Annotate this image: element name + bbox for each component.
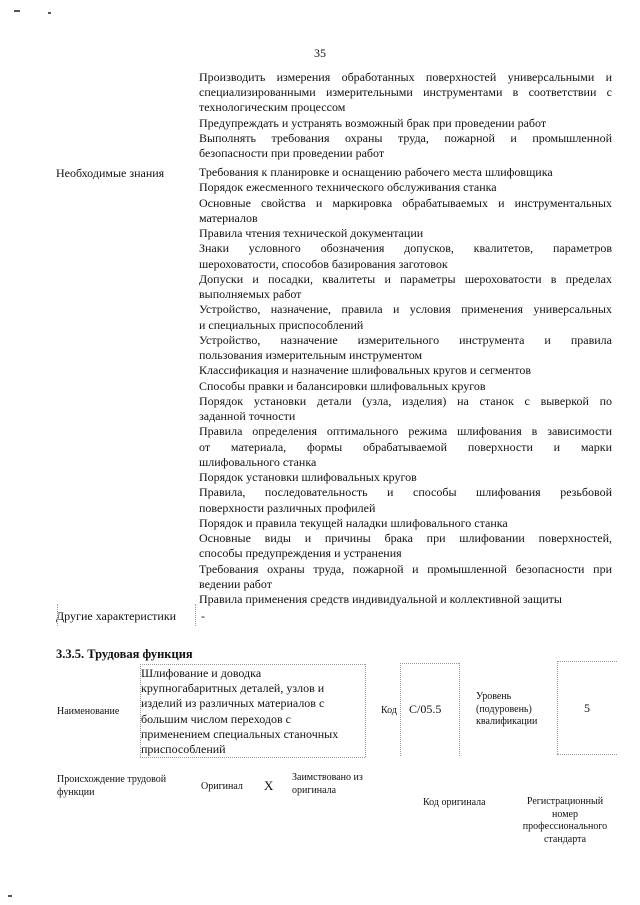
other-characteristics-value: - [201,609,205,623]
borrowed-label-line: Заимствовано из [292,772,363,783]
qualification-level-label [476,691,537,729]
skill-line: безопасности при проведении работ [199,146,385,161]
other-characteristics-label: Другие характеристики [56,609,177,623]
knowledge-line: пользования измерительным инструментом [199,348,423,362]
knowledge-line: Порядок установки детали (узла, изделия) на станок с выверкой по [199,393,612,408]
origin-label-line: функции [57,786,95,798]
function-name-line: применением специальных станочных [141,726,339,741]
original-label: Оригинал [201,781,243,792]
knowledge-line: Правила определения оптимального режима шлифования в зависимости [199,424,612,439]
skill-line: специализированными измерительными инструментами в соответствии с [199,85,612,100]
function-name [141,666,363,757]
level-label-line: (подуровень) [476,703,532,715]
knowledge-line: шлифовального станка [199,454,317,469]
original-checkmark: X [264,778,274,793]
knowledge-line: поверхности различных профилей [199,500,376,515]
name-label: Наименование [57,706,120,717]
function-name-line: приспособлений [141,742,226,757]
knowledge-line: заданной точности [199,409,296,423]
knowledge-line: Правила применения средств индивидуальной и коллективной защиты [199,592,562,606]
knowledge-line: Знаки условного обозначения допусков, квалитетов, параметров [199,241,612,256]
level-box-border [557,661,558,754]
function-name-line: большим числом переходов с [141,711,292,726]
reg-label-line: Регистрационный [526,796,604,807]
table-border [195,604,196,626]
knowledge-line: Правила чтения технической документации [199,226,424,240]
reg-label-line: профессионального [522,821,608,832]
knowledge-line: и специальных приспособлений [199,317,364,332]
origin-label [57,774,166,799]
table-border [57,604,58,626]
knowledge-line: Требования к планировке и оснащению рабочего места шлифовщика [199,165,553,179]
knowledge-line: Требования охраны труда, пожарной и промышленной безопасности при [199,561,612,576]
scan-mark [14,10,20,12]
knowledge-line: Устройство, назначение, правила и условия применения универсальных [199,302,612,317]
code-box-border [400,663,401,756]
registration-number-label [512,796,618,846]
page-number: 35 [314,46,326,60]
knowledge-line: Порядок установки шлифовальных кругов [199,470,417,484]
knowledge-line: способы предупреждения и устранения [199,546,402,561]
code-box-border [400,663,459,664]
knowledge-line: Порядок ежесменного технического обслуживания станка [199,180,497,195]
knowledge-line: Правила, последовательность и способы шлифования резьбовой [199,485,612,500]
borrowed-label-line: оригинала [292,784,337,796]
function-name-line: Шлифование и доводка [141,666,262,680]
scan-mark [8,895,12,897]
function-name-line: крупногабаритных деталей, узлов и [141,681,325,696]
reg-label-line: номер [552,808,578,820]
reg-label-line: стандарта [543,833,587,845]
skill-line: Предупреждать и устранять возможный брак при проведении работ [199,115,547,130]
knowledge-line: материалов [199,210,258,225]
scan-mark [48,12,51,14]
knowledge-line: шероховатости, способов базирования заготовок [199,256,448,271]
knowledge-line: Устройство, назначение измерительного инструмента и правила [199,332,612,347]
code-value: C/05.5 [409,702,442,716]
knowledge-line: Допуски и посадки, квалитеты и параметры шероховатости в пределах [199,271,612,286]
skill-line: технологическим процессом [199,100,346,115]
knowledge-line: Порядок и правила текущей наладки шлифовального станка [199,515,508,530]
name-box-border [140,664,365,665]
knowledge-line: Классификация и назначение шлифовальных кругов и сегментов [199,363,531,378]
code-label: Код [381,705,397,716]
level-label-line: квалификации [476,716,538,727]
knowledge-line: Основные виды и причины брака при шлифовании поверхностей, [199,531,612,545]
origin-label-line: Происхождение трудовой [57,774,167,785]
section-title: 3.3.5. Трудовая функция [56,647,193,661]
skill-line: Выполнять требования охраны труда, пожарной и промышленной [199,130,612,145]
knowledge-label: Необходимые знания [56,166,165,180]
knowledge-list [199,165,612,607]
code-box-border [459,663,460,756]
level-box-border [557,661,617,662]
knowledge-line: выполняемых работ [199,287,302,301]
knowledge-line: Способы правки и балансировки шлифовальных кругов [199,378,486,393]
original-code-label: Код оригинала [423,797,486,808]
name-box-border [365,664,366,757]
knowledge-line: ведении работ [199,576,272,591]
function-name-line: изделий из различных материалов с [141,696,325,711]
qualification-level-value: 5 [584,701,590,715]
level-label-line: Уровень [476,691,512,702]
level-box-border [557,754,617,755]
skills-continued [199,70,612,161]
knowledge-line: от материала, формы обрабатываемой поверхности и марки [199,439,612,454]
borrowed-label [292,772,363,797]
knowledge-line: Основные свойства и маркировка обрабатываемых и инструментальных [199,195,612,210]
skill-line: Производить измерения обработанных поверхностей универсальными и [199,70,612,84]
